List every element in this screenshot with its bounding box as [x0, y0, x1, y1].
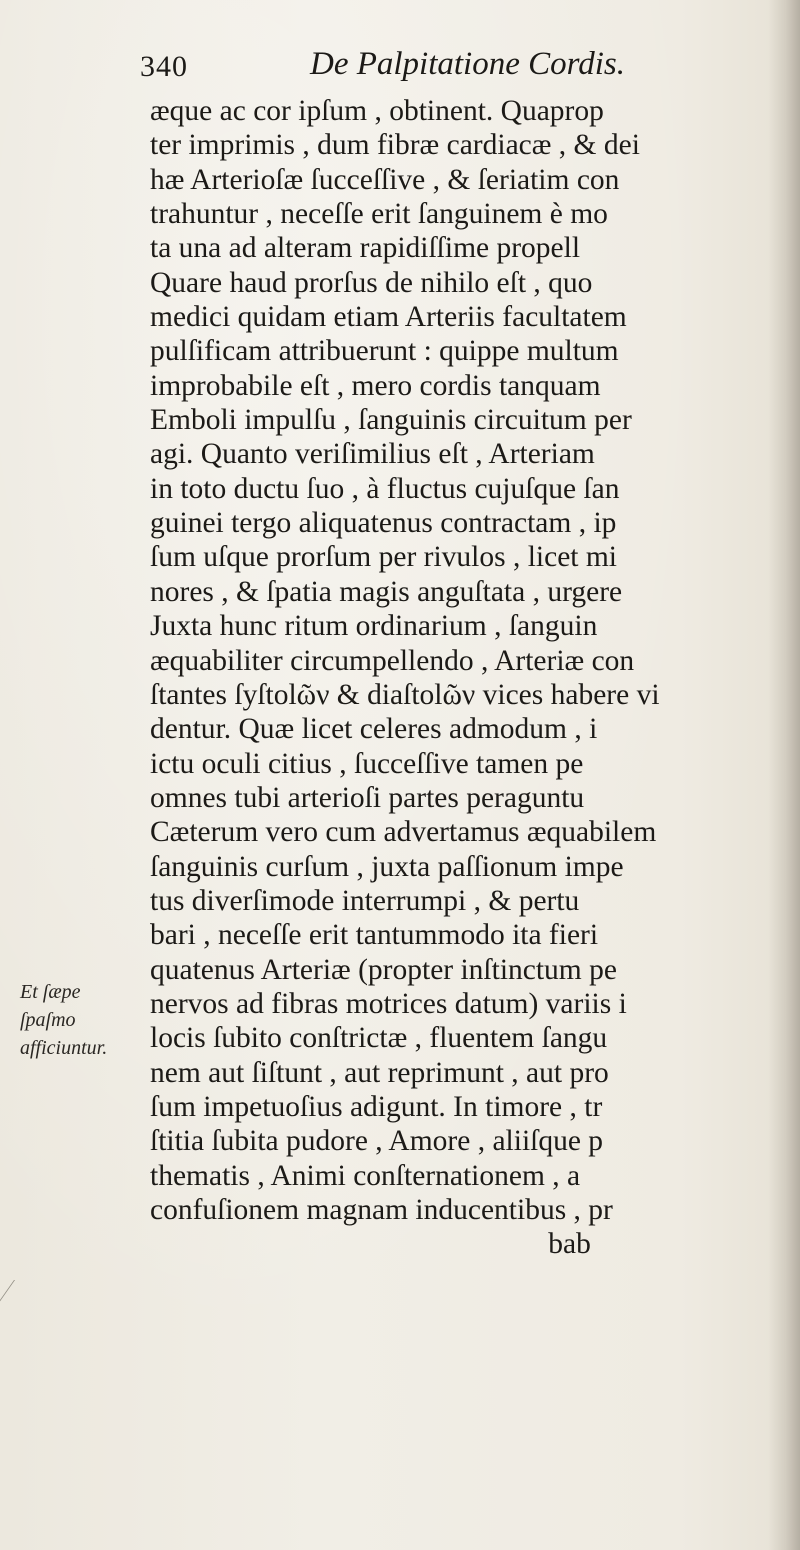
text-line: ſtantes ſyſtolῶν & diaſtolῶν vices habere vi	[150, 678, 660, 711]
body-text	[150, 94, 790, 1262]
text-line: trahuntur , neceſſe erit ſanguinem è mo	[150, 198, 608, 231]
text-line: nores , & ſpatia magis anguſtata , urgere	[150, 575, 623, 608]
text-line: agi. Quanto veriſimilius eſt , Arteriam	[150, 438, 595, 471]
text-line: locis ſubito conſtrictæ , fluentem ſangu	[150, 1022, 608, 1055]
text-line: pulſificam attribuerunt : quippe multum	[150, 335, 619, 368]
text-line: ta una ad alteram rapidiſſime propell	[150, 232, 581, 265]
text-line: guinei tergo aliquatenus contractam , ip	[150, 507, 617, 540]
text-line: in toto ductu ſuo , à fluctus cujuſque ſan	[150, 472, 620, 505]
text-line: ter imprimis , dum fibræ cardiacæ , & dei	[150, 129, 640, 162]
text-line: ſum uſque prorſum per rivulos , licet mi	[150, 541, 618, 574]
text-line: thematis , Animi conſternationem , a	[150, 1159, 581, 1192]
pen-mark	[0, 1280, 39, 1320]
margin-note-line: ſpaſmo	[20, 1009, 76, 1031]
text-line: tus diverſimode interrumpi , & pertu	[150, 884, 580, 917]
text-line: Juxta hunc ritum ordinarium , ſanguin	[150, 610, 598, 643]
text-line: ictu oculi citius , ſucceſſive tamen pe	[150, 747, 584, 780]
text-line: bab	[150, 1228, 591, 1261]
text-line: medici quidam etiam Arteriis facultatem	[150, 301, 627, 334]
text-line: ſum impetuoſius adigunt. In timore , tr	[150, 1090, 603, 1123]
margin-note-line: afficiuntur.	[20, 1037, 108, 1059]
text-line: dentur. Quæ licet celeres admodum , i	[150, 713, 598, 746]
running-title: De Palpitatione Cordis.	[310, 46, 626, 82]
text-line: bari , neceſſe erit tantummodo ita fieri	[150, 919, 599, 952]
text-line: ſanguinis curſum , juxta paſſionum impe	[150, 850, 624, 883]
text-line: hæ Arterioſæ ſucceſſive , & ſeriatim con	[150, 163, 620, 196]
text-line: quatenus Arteriæ (propter inſtinctum pe	[150, 953, 617, 986]
text-line: nem aut ſiſtunt , aut reprimunt , aut pro	[150, 1056, 609, 1089]
text-line: ſtitia ſubita pudore , Amore , aliiſque p	[150, 1125, 604, 1158]
text-line: confuſionem magnam inducentibus , pr	[150, 1194, 613, 1226]
text-line: æquabiliter circumpellendo , Arteriæ con	[150, 644, 635, 677]
text-line: Emboli impulſu , ſanguinis circuitum per	[150, 404, 632, 437]
page-header	[140, 46, 780, 92]
margin-note-line: Et ſæpe	[20, 981, 81, 1003]
text-line: improbabile eſt , mero cordis tanquam	[150, 369, 601, 402]
text-line: Quare haud prorſus de nihilo eſt , quo	[150, 266, 593, 299]
margin-note	[20, 978, 135, 1062]
text-line: æque ac cor ipſum , obtinent. Quaprop	[150, 95, 604, 127]
text-line: omnes tubi arterioſi partes peraguntu	[150, 781, 585, 814]
page-number: 340	[140, 50, 188, 83]
text-line: nervos ad fibras motrices datum) variis i	[150, 987, 627, 1020]
text-line: Cæterum vero cum advertamus æquabilem	[150, 816, 657, 849]
